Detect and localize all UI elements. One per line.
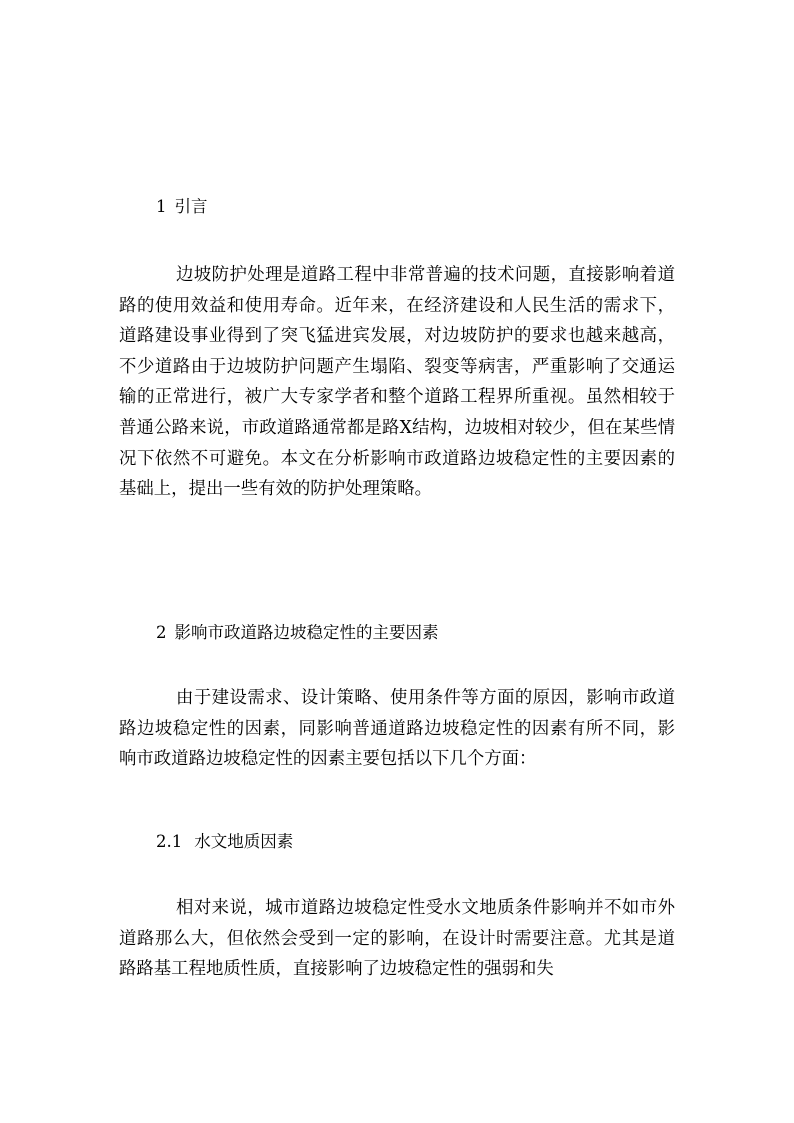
paragraph-hydrogeology: 相对来说，城市道路边坡稳定性受水文地质条件影响并不如市外道路那么大，但依然会受到一定的影响，在设计时需要注意。尤其是道路路基工程地质性质，直接影响了边坡稳定性的强弱和失 (119, 898, 675, 980)
section-title: 水文地质因素 (194, 832, 294, 851)
section-number: 1 (156, 197, 167, 216)
section-title: 影响市政道路边坡稳定性的主要因素 (174, 623, 439, 642)
section-heading-main-factors (156, 622, 439, 644)
paragraph-introduction: 边坡防护处理是道路工程中非常普遍的技术问题，直接影响着道路的使用效益和使用寿命。近年来，在经济建设和人民生活的需求下，道路建设事业得到了突飞猛进宾发展，对边坡防护的要求也越来越高，不少道路由于边坡防护问题产生塌陷、裂变等病害，严重影响了交通运输的正常进行，被广大专家学者和整个道路工程界所重视。虽然相较于普通公路来说，市政道路通常都是路X结构，边坡相对较少，但在某些情况下依然不可避免。本文在分析影响市政道路边坡稳定性的主要因素的基础上，提出一些有效的防护处理策略。 (119, 265, 675, 500)
section-number: 2.1 (156, 832, 183, 851)
section-heading-hydrogeology (156, 831, 293, 853)
section-title: 引言 (174, 197, 208, 216)
section-number: 2 (156, 623, 167, 642)
paragraph-main-factors: 由于建设需求、设计策略、使用条件等方面的原因，影响市政道路边坡稳定性的因素，同影响普通道路边坡稳定性的因素有所不同，影响市政道路边坡稳定性的因素主要包括以下几个方面： (119, 688, 675, 770)
section-heading-introduction (156, 196, 208, 218)
